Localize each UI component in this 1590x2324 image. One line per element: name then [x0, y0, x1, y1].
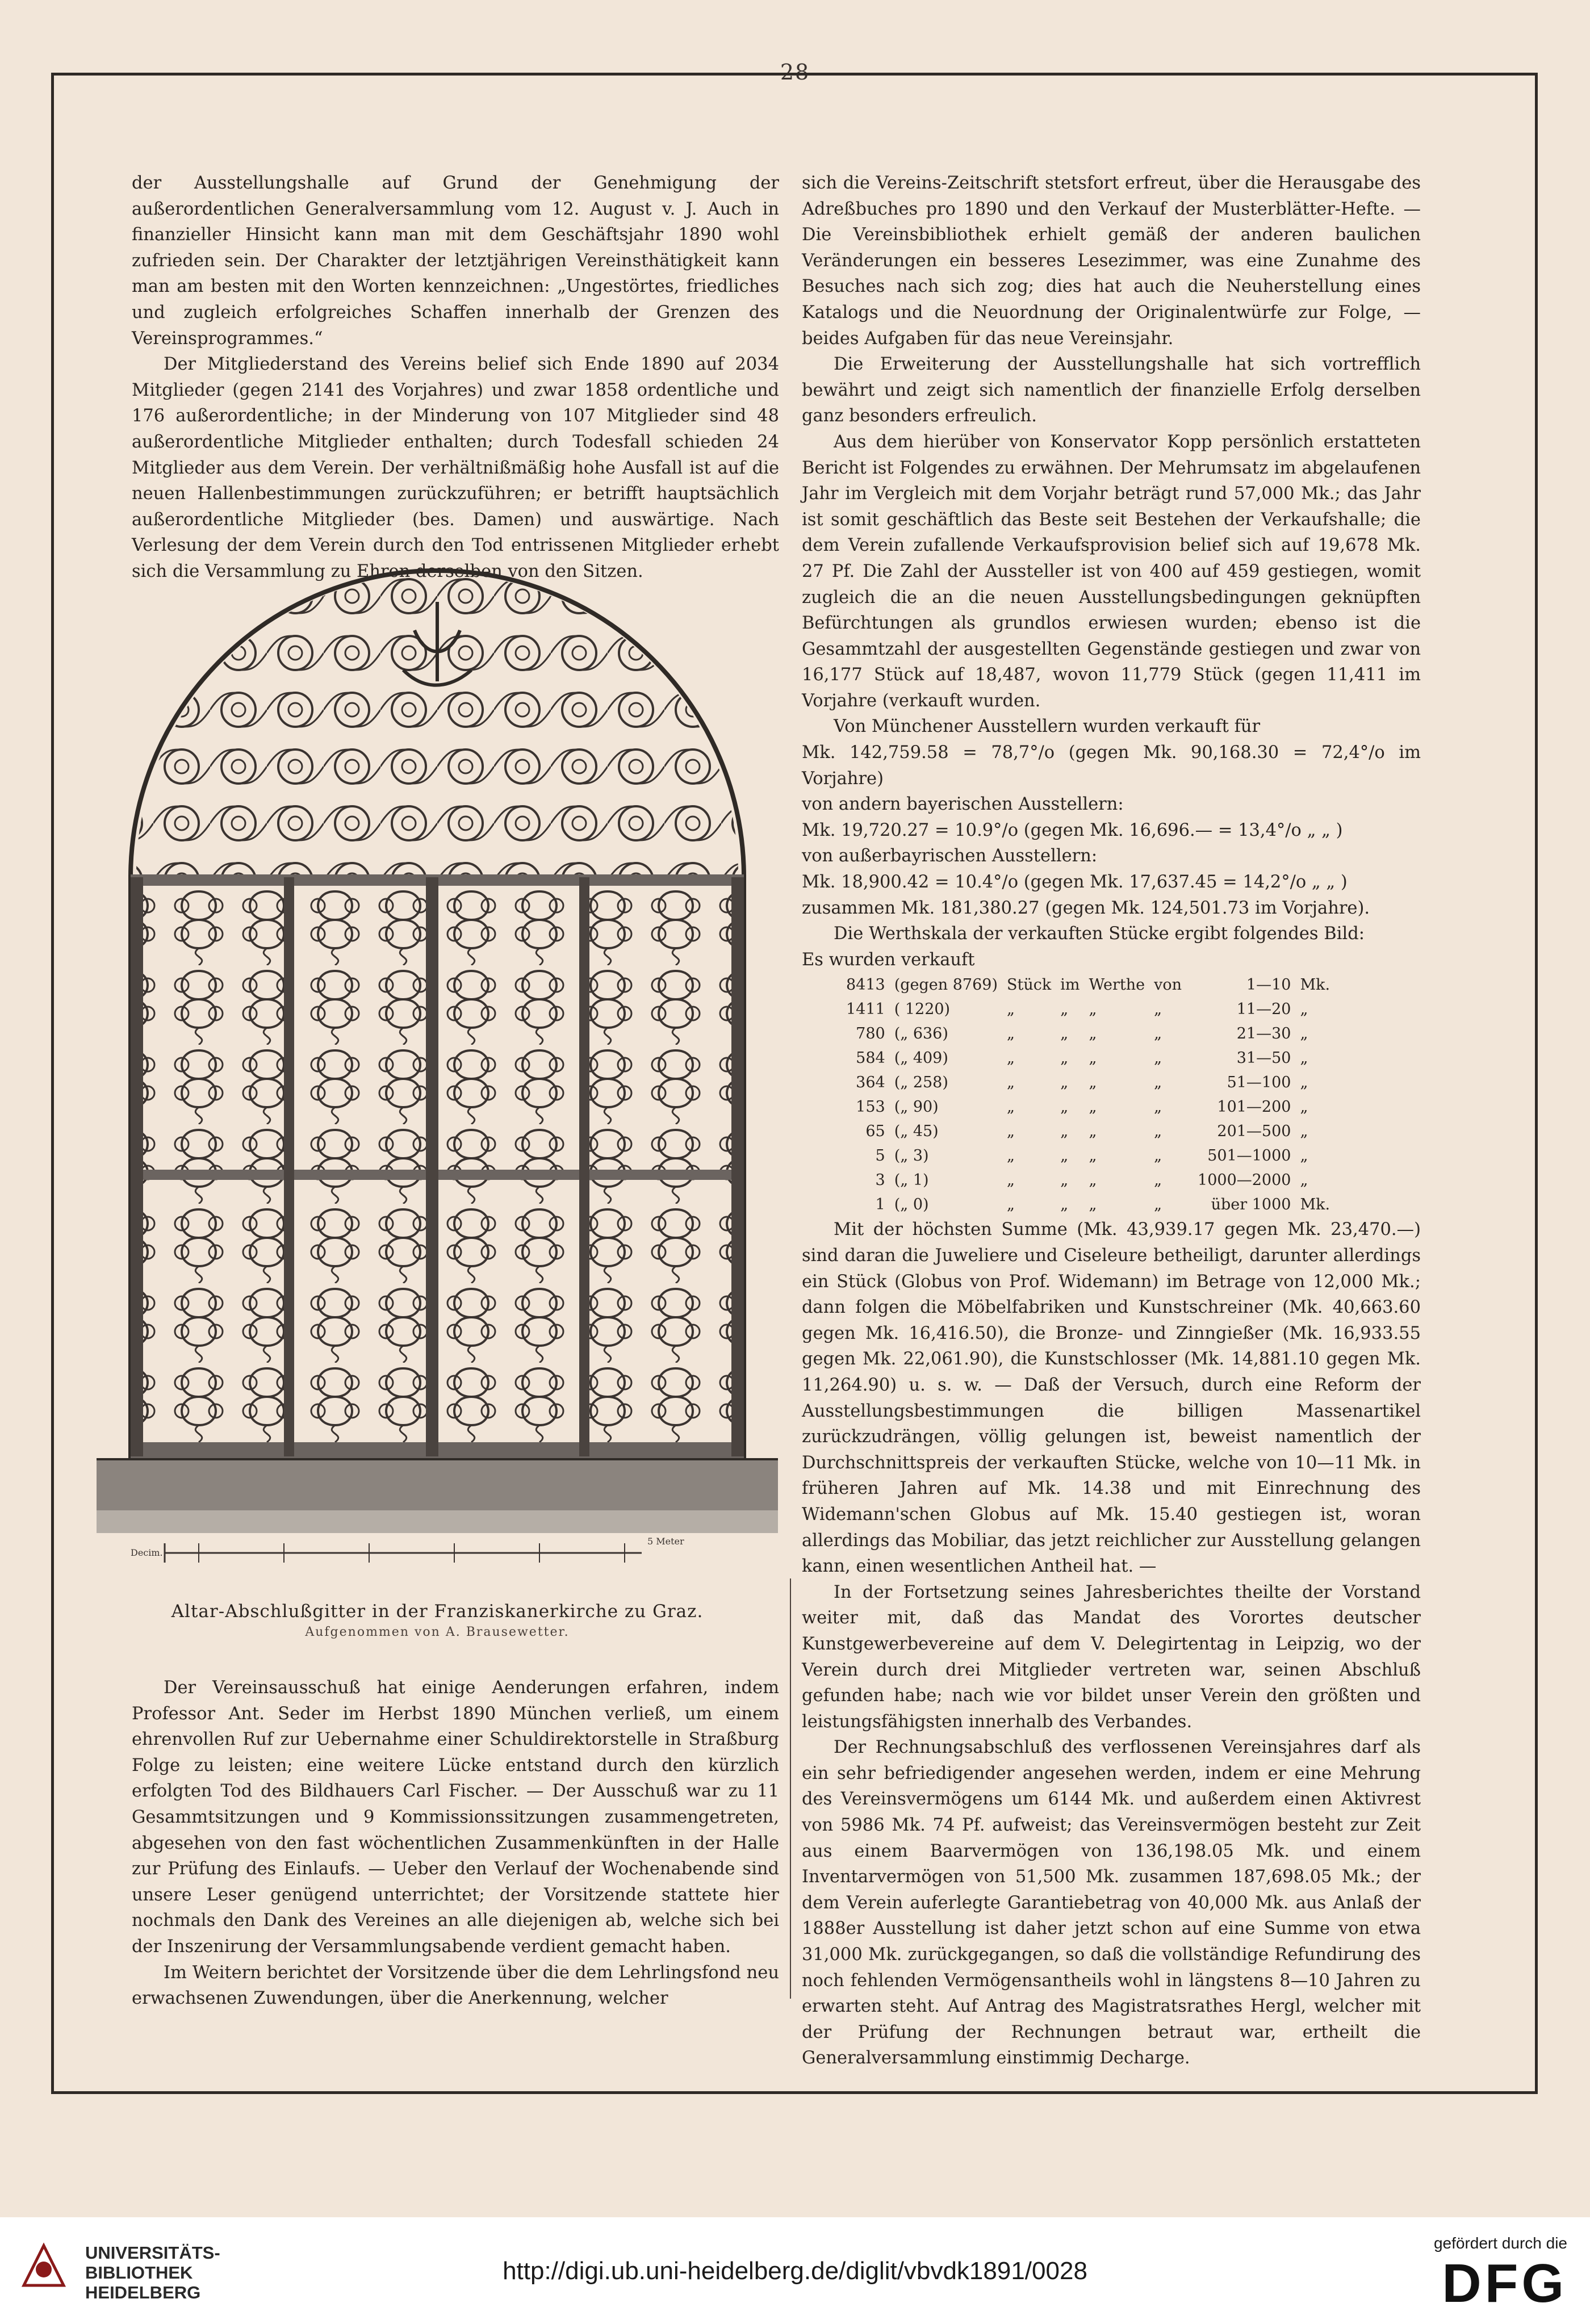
value-table-cell: „ — [1060, 1025, 1069, 1043]
value-table-cell: „ — [1300, 1098, 1308, 1116]
right-paragraph-3: Aus dem hierüber von Konservator Kopp persönlich erstatteten Bericht ist Folgendes zu erwähnen. Der Mehrumsatz im abgelaufenen Jahr im Vergleich mit dem Vorjahr beträgt rund 57,000 Mk.; das Jahr ist somit geschäftlich das Beste seit Bestehen der Verkaufshalle; die dem Verein zufallende Verkaufsprovision belief sich auf 19,678 Mk. 27 Pf. Die Zahl der Aussteller ist von 400 auf 459 gestiegen, womit zugleich die an die neuen Ausstellungsbedingungen geknüpften Befürchtungen als grundlos erwiesen wurden; ebenso ist die Gesammtzahl der ausgestellten Gegenstände gestiegen und zwar von 16,177 Stück auf 18,487, wovon 11,779 Stück (gegen 11,411 im Vorjahre (verkauft wurden. — [802, 432, 1421, 711]
value-table-cell: „ — [1300, 1049, 1308, 1067]
value-table-cell: („ 3) — [894, 1147, 929, 1165]
value-table-cell: „ — [1300, 1147, 1308, 1165]
value-table-cell: „ — [1060, 1000, 1069, 1019]
value-table-cell: 501—1000 — [1207, 1147, 1291, 1165]
scale-left-label: Decim. — [131, 1547, 163, 1558]
scale-right-label: 5 Meter — [647, 1536, 684, 1547]
value-table-cell: „ — [1060, 1196, 1069, 1214]
value-table-cell: Werthe — [1089, 976, 1145, 994]
sales-line: zusammen Mk. 181,380.27 (gegen Mk. 124,501.73 im Vorjahre). — [802, 898, 1370, 918]
left-column-top — [132, 170, 779, 585]
value-table-cell: „ — [1154, 1171, 1162, 1190]
sponsor-label: gefördert durch die — [1433, 2234, 1567, 2252]
scale-intro: Die Werthskala der verkauften Stücke ergibt folgendes Bild: — [834, 924, 1365, 944]
value-table-cell: „ — [1154, 1074, 1162, 1092]
value-table-cell: „ — [1300, 1171, 1308, 1190]
value-table-cell: „ — [1007, 1025, 1015, 1043]
value-table-row — [842, 1119, 1334, 1144]
right-after-paragraph-2: In der Fortsetzung seines Jahresberichtes theilte der Vorstand weiter mit, daß das Mandat des Vorortes deutscher Kunstgewerbevereine auf dem V. Delegirtentag in Leipzig, wo der Verein durch drei Mitglieder vertreten war, seinen Abschluß gefunden habe; nach wie vor bildet unser Verein den größten und leistungsfähigsten innerhalb des Verbandes. — [802, 1582, 1421, 1732]
value-table-cell: „ — [1154, 1049, 1162, 1067]
value-table-cell: 1000—2000 — [1198, 1171, 1291, 1190]
right-column — [802, 170, 1421, 2071]
value-scale-table — [842, 973, 1334, 1217]
page-number-text: 28 — [780, 60, 810, 85]
value-table-cell: „ — [1060, 1098, 1069, 1116]
value-table-cell: „ — [1089, 1098, 1097, 1116]
value-table-cell: „ — [1060, 1147, 1069, 1165]
value-table-cell: ( 1220) — [894, 1000, 951, 1019]
value-table-row — [842, 1144, 1334, 1168]
value-table-cell: „ — [1300, 1123, 1308, 1141]
value-table-cell: im — [1060, 976, 1080, 994]
value-table-cell: „ — [1060, 1049, 1069, 1067]
value-table-cell: „ — [1154, 1196, 1162, 1214]
institution-line-2: BIBLIOTHEK — [85, 2263, 193, 2283]
value-table-row — [842, 973, 1334, 997]
value-table-cell: „ — [1089, 1049, 1097, 1067]
value-table-cell: („ 1) — [894, 1171, 929, 1190]
value-table-cell: Mk. — [1300, 1196, 1330, 1214]
scale-intro-2: Es wurden verkauft — [802, 949, 975, 970]
value-table-cell: 1411 — [846, 1000, 885, 1019]
left-paragraph-2: Der Mitgliederstand des Vereins belief sich Ende 1890 auf 2034 Mitglieder (gegen 2141 des Vorjahres) und zwar 1858 ordentliche und 176 außerordentliche; in der Minderung von 107 Mitglieder sind 48 außerordentliche Mitglieder enthalten; durch Todesfall schieden 24 Mitglieder aus dem Verein. Der verhältnißmäßig hohe Ausfall ist auf die neuen Hallenbestimmungen zurückzuführen; er betrifft hauptsächlich außerordentliche Mitglieder (bes. Damen) und auswärtige. Nach Verlesung der dem Verein durch den Tod entrissenen Mitglieder erhebt sich die Versammlung zu Ehren derselben von den Sitzen. — [132, 354, 779, 581]
sales-line: von außerbayrischen Ausstellern: — [802, 846, 1098, 866]
value-table-cell: „ — [1060, 1123, 1069, 1141]
value-table-cell: „ — [1300, 1074, 1308, 1092]
left-lower-paragraph-1: Der Vereinsausschuß hat einige Aenderungen erfahren, indem Professor Ant. Seder im Herbst 1890 München verließ, um einem ehrenvollen Ruf zur Uebernahme einer Schuldirektorstelle in Straßburg Folge zu leisten; eine weitere Lücke entstand durch den kürzlich erfolgten Tod des Bildhauers Carl Fischer. — Der Ausschuß war zu 11 Gesammtsitzungen und 9 Kommissionssitzungen zusammengetreten, abgesehen von den fast wöchentlichen Zusammenkünften in der Halle zur Prüfung des Einlaufs. — Ueber den Verlauf der Wochenabende sind unsere Leser genügend unterrichtet; der Vorsitzende stattete hier nochmals den Dank des Vereines an alle diejenigen ab, welche sich bei der Inszenirung der Versammlungsabende verdient gemacht haben. — [132, 1678, 779, 1957]
value-table-row — [842, 1021, 1334, 1046]
value-table-cell: „ — [1060, 1171, 1069, 1190]
value-table-cell: über 1000 — [1211, 1196, 1291, 1214]
value-table-cell: („ 90) — [894, 1098, 939, 1116]
left-paragraph-1: der Ausstellungshalle auf Grund der Genehmigung der außerordentlichen Generalversammlung vom 12. August v. J. Auch in finanzieller Hinsicht kann man mit dem Geschäftsjahr 1890 wohl zufrieden sein. Der Charakter der letztjährigen Vereinsthätigkeit kann man am besten mit den Worten kennzeichnen: „Ungestörtes, friedliches und zugleich erfolgreiches Schaffen innerhalb der Grenzen des Vereinsprogrammes.“ — [132, 173, 779, 349]
value-table-cell: Mk. — [1300, 976, 1330, 994]
sales-line: Mk. 142,759.58 = 78,7°/o (gegen Mk. 90,168.30 = 72,4°/o im Vorjahre) — [802, 743, 1421, 789]
value-table-cell: 153 — [856, 1098, 885, 1116]
value-table-cell: Stück — [1007, 976, 1052, 994]
value-table-cell: 364 — [856, 1074, 885, 1092]
caption-title: Altar-Abschlußgitter in der Franziskanerkirche zu Graz. — [171, 1601, 704, 1622]
value-table-cell: „ — [1007, 1171, 1015, 1190]
illustration-caption — [97, 1601, 778, 1639]
value-table-cell: „ — [1300, 1000, 1308, 1019]
value-table-cell: 3 — [875, 1171, 885, 1190]
value-table-cell: „ — [1007, 1123, 1015, 1141]
column-divider — [790, 1578, 791, 1999]
value-table-cell: („ 258) — [894, 1074, 948, 1092]
value-table-cell: „ — [1154, 1123, 1162, 1141]
caption-credit: Aufgenommen von A. Brausewetter. — [305, 1625, 570, 1639]
sales-line: Mk. 19,720.27 = 10.9°/o (gegen Mk. 16,696.— = 13,4°/o „ „ ) — [802, 820, 1343, 840]
value-table-cell: „ — [1060, 1074, 1069, 1092]
altar-gate-illustration — [97, 568, 778, 1561]
value-table-cell: (gegen 8769) — [894, 976, 998, 994]
value-table-cell: „ — [1154, 1025, 1162, 1043]
value-table-cell: 31—50 — [1236, 1049, 1291, 1067]
value-table-cell: „ — [1154, 1098, 1162, 1116]
right-paragraph-4: Von Münchener Ausstellern wurden verkauft für — [834, 717, 1261, 737]
value-table-row — [842, 1046, 1334, 1070]
value-table-cell: 21—30 — [1236, 1025, 1291, 1043]
value-table-cell: „ — [1007, 1147, 1015, 1165]
value-table-cell: 11—20 — [1236, 1000, 1291, 1019]
dfg-logo: DFG — [1442, 2253, 1567, 2314]
value-table-cell: „ — [1089, 1074, 1097, 1092]
right-after-paragraph-1: Mit der höchsten Summe (Mk. 43,939.17 gegen Mk. 23,470.—) sind daran die Juweliere und Ciseleure betheiligt, darunter allerdings ein Stück (Globus von Prof. Widemann) im Betrage von 12,000 Mk.; dann folgen die Möbelfabriken und Kunstschreiner (Mk. 40,663.60 gegen Mk. 16,416.50), die Bronze- und Zinngießer (Mk. 16,933.55 gegen Mk. 22,061.90), die Kunstschlosser (Mk. 14,881.10 gegen Mk. 11,264.90) u. s. w. — Daß der Versuch, durch eine Reform der Ausstellungsbestimmungen die billigen Massenartikel zurückzudrängen, völlig gelungen ist, beweist namentlich der Durchschnittspreis der verkauften Stücke, welche von 10—11 Mk. in früheren Jahren auf Mk. 14.38 und mit Einrechnung des Widemann'schen Globus auf Mk. 15.40 gestiegen ist, woran allerdings das Mobiliar, das jetzt reichlicher zur Ausstellung gelangen kann, einen wesentlichen Antheil hat. — — [802, 1220, 1421, 1577]
institution-line-3: HEIDELBERG — [85, 2283, 201, 2302]
value-table-cell: 8413 — [846, 976, 885, 994]
value-table-cell: 51—100 — [1227, 1074, 1291, 1092]
scale-bar — [131, 1533, 721, 1567]
value-table-row — [842, 1168, 1334, 1192]
value-table-cell: „ — [1154, 1147, 1162, 1165]
value-table-cell: „ — [1089, 1147, 1097, 1165]
value-table-cell: „ — [1089, 1196, 1097, 1214]
value-table-cell: 1—10 — [1246, 976, 1291, 994]
value-table-cell: „ — [1089, 1123, 1097, 1141]
value-table-row — [842, 1192, 1334, 1217]
sponsor-block — [1434, 2234, 1567, 2315]
right-after-paragraph-3: Der Rechnungsabschluß des verflossenen Vereinsjahres darf als ein sehr befriedigender angesehen werden, indem er eine Mehrung des Vereinsvermögens um 6144 Mk. und außerdem einen Aktivrest von 5986 Mk. 74 Pf. aufweist; das Vereinsvermögen besteht zur Zeit aus einem Baarvermögen von 136,198.05 Mk. und einem Inventarvermögen von 51,500 Mk. zusammen 187,698.05 Mk.; der dem Verein auferlegte Garantiebetrag von 40,000 Mk. aus Anlaß der 1888er Ausstellung ist daher jetzt schon auf eine Summe von etwa 31,000 Mk. zurückgegangen, so daß die vollständige Refundirung des noch fehlenden Vermögensantheils wohl in längstens 8—10 Jahren zu erwarten steht. Auf Antrag des Magistratsrathes Hergl, welcher mit der Prüfung der Rechnungen betraut war, ertheilt die Generalversammlung einstimmig Decharge. — [802, 1737, 1421, 2068]
value-table-cell: 5 — [875, 1147, 885, 1165]
value-table-cell: 584 — [856, 1049, 885, 1067]
value-table-cell: („ 0) — [894, 1196, 929, 1214]
value-table-cell: von — [1154, 976, 1182, 994]
value-table-cell: 1 — [875, 1196, 885, 1214]
value-table-cell: „ — [1007, 1196, 1015, 1214]
value-table-cell: „ — [1007, 1098, 1015, 1116]
permalink-url[interactable]: http://digi.ub.uni-heidelberg.de/diglit/vbvdk1891/0028 — [503, 2257, 1087, 2285]
value-table-cell: „ — [1154, 1000, 1162, 1019]
value-table-row — [842, 1070, 1334, 1095]
value-table-cell: „ — [1089, 1025, 1097, 1043]
sales-line: Mk. 18,900.42 = 10.4°/o (gegen Mk. 17,637.45 = 14,2°/o „ „ ) — [802, 872, 1348, 893]
left-column-bottom — [132, 1675, 779, 2012]
value-table-cell: 101—200 — [1217, 1098, 1291, 1116]
value-table-cell: „ — [1089, 1171, 1097, 1190]
value-table-cell: „ — [1007, 1000, 1015, 1019]
value-table-row — [842, 997, 1334, 1021]
footer-bar — [0, 2217, 1590, 2324]
value-table-cell: „ — [1300, 1025, 1308, 1043]
value-table-cell: „ — [1007, 1049, 1015, 1067]
right-paragraph-1: sich die Vereins-Zeitschrift stetsfort erfreut, über die Herausgabe des Adreßbuches pro 1890 und den Verkauf der Musterblätter-Hefte. — Die Vereinsbibliothek erhielt gemäß der anderen baulichen Veränderungen ein besseres Lesezimmer, was eine Zunahme des Besuches nach sich zog; dies hat auch die Neuherstellung eines Katalogs und die Neuordnung der Originalentwürfe zur Folge, — beides Aufgaben für das neue Vereinsjahr. — [802, 173, 1421, 349]
value-table-cell: („ 636) — [894, 1025, 948, 1043]
value-table-cell: („ 409) — [894, 1049, 948, 1067]
sales-line: von andern bayerischen Ausstellern: — [802, 794, 1124, 815]
value-table-row — [842, 1095, 1334, 1119]
institution-line-1: UNIVERSITÄTS- — [85, 2243, 220, 2263]
value-table-cell: 65 — [865, 1123, 885, 1141]
value-table-cell: 780 — [856, 1025, 885, 1043]
value-table-cell: 201—500 — [1217, 1123, 1291, 1141]
value-table-cell: („ 45) — [894, 1123, 939, 1141]
left-lower-paragraph-2: Im Weitern berichtet der Vorsitzende über die dem Lehrlingsfond neu erwachsenen Zuwendungen, über die Anerkennung, welcher — [132, 1962, 779, 2009]
value-table-cell: „ — [1007, 1074, 1015, 1092]
right-paragraph-2: Die Erweiterung der Ausstellungshalle hat sich vortrefflich bewährt und zeigt sich namentlich der finanzielle Erfolg derselben ganz besonders erfreulich. — [802, 354, 1421, 426]
value-table-cell: „ — [1089, 1000, 1097, 1019]
